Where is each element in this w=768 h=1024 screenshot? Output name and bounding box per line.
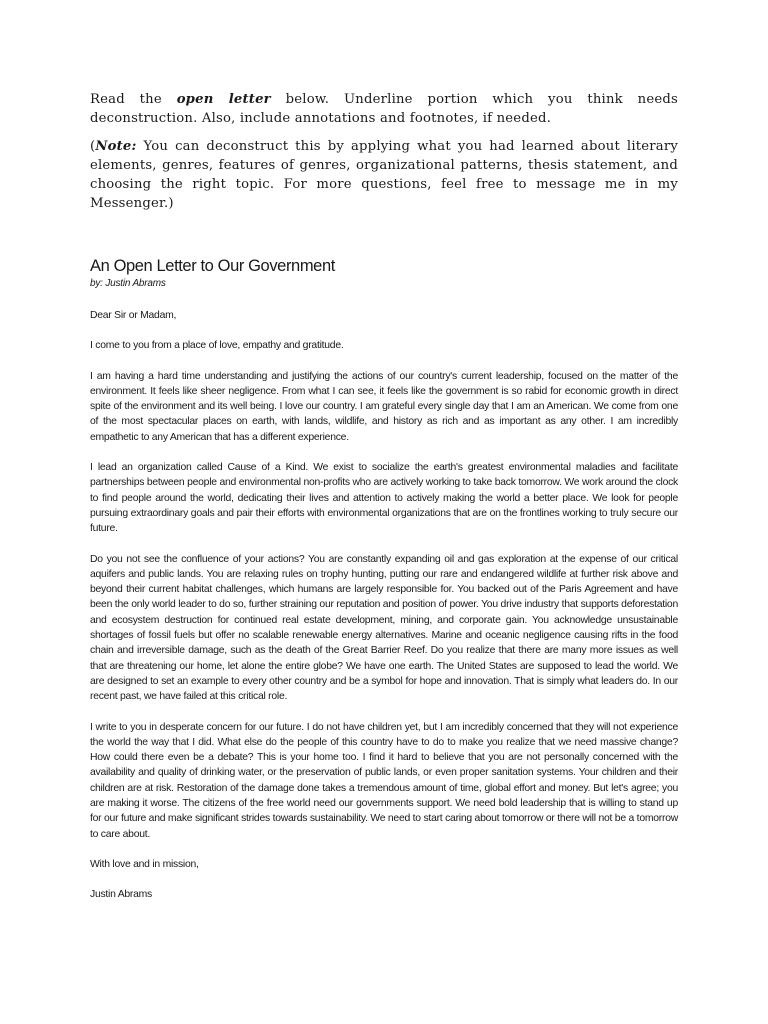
- letter-paragraph: I am having a hard time understanding and justifying the actions of our country's current leadership, focused on the matter of the environment. It feels like sheer negligence. From what I can see, it feels like the government is so rabid for economic growth in direct spite of the environment and its well being. I love our country. I am grateful every single day that I am an American. We come from one of the most spectacular places on earth, with lands, wildlife, and history as rich and as important as any other. I am incredibly empathetic to any American that has a different experience.: [90, 370, 678, 443]
- letter-paragraph: I lead an organization called Cause of a Kind. We exist to socialize the earth's greatest environmental maladies and facilitate partnerships between people and environmental non-profits who are actively working to take back tomorrow. We work around the clock to find people around the world, dedicating their lives and attention to actively making the world a better place. We look for people pursuing extraordinary goals and pair their efforts with environmental organizations that are on the frontlines working to truly secure our future.: [90, 462, 678, 535]
- letter-signature: Justin Abrams: [90, 889, 153, 901]
- instruction-text: Read the: [90, 92, 177, 107]
- instruction-paragraph: [90, 90, 678, 128]
- letter-paragraph: I come to you from a place of love, empathy and gratitude.: [90, 340, 344, 352]
- letter-closing: With love and in mission,: [90, 858, 199, 870]
- note-text: You can deconstruct this by applying what you had learned about literary elements, genres, features of genres, organizational patterns, thesis statement, and choosing the right topic. For more questions, feel free to message me in my Messenger.): [90, 139, 678, 211]
- instruction-text: below. Underline portion which you think needs deconstruction. Also, include annotations and footnotes, if needed.: [90, 92, 678, 126]
- open-letter: [90, 255, 678, 903]
- note-label: Note:: [95, 139, 137, 154]
- instruction-emphasis: open letter: [176, 92, 271, 107]
- note-text: (: [90, 139, 96, 154]
- letter-byline: by: Justin Abrams: [90, 278, 166, 289]
- letter-paragraph: I write to you in desperate concern for our future. I do not have children yet, but I am incredibly concerned that they will not experience the world the way that I did. What else do the people of this country have to do to make you realize that we need massive change? How could there even be a debate? This is your home too. I find it hard to believe that you are not personally concerned with the availability and quality of drinking water, or the preservation of public lands, or even proper sanitation systems. Your children and their children are at risk. Restoration of the damage done takes a tremendous amount of time, global effort and money. But let's agree; you are making it worse. The citizens of the free world need our governments support. We need bold leadership that is willing to stand up for our future and make significant strides towards sustainability. We need to start caring about tomorrow or there will not be a tomorrow to care about.: [90, 721, 678, 840]
- note-paragraph: [90, 137, 678, 213]
- letter-title: An Open Letter to Our Government: [90, 257, 335, 275]
- letter-paragraph: Do you not see the confluence of your actions? You are constantly expanding oil and gas exploration at the expense of our critical aquifers and public lands. You are relaxing rules on trophy hunting, putting our rare and endangered wildlife at further risk above and beyond their current habitat challenges, which humans are largely responsible for. You backed out of the Paris Agreement and have been the only world leader to do so, further straining our reputation and position of power. You drive industry that supports deforestation and ecosystem destruction for continued real estate development, mining, and corporate gain. You acknowledge unsustainable shortages of fossil fuels but offer no scalable renewable energy alternatives. Marine and oceanic negligence causing rifts in the food chain and irreversible damage, such as the death of the Great Barrier Reef. Do you realize that there are many more issues as well that are threatening our home, let alone the entire globe? We have one earth. The United States are supposed to lead the world. We are designed to set an example to every other country and be a symbol for hope and innovation. That is simply what leaders do. In our recent past, we have failed at this critical role.: [90, 553, 678, 703]
- letter-salutation: Dear Sir or Madam,: [90, 310, 177, 321]
